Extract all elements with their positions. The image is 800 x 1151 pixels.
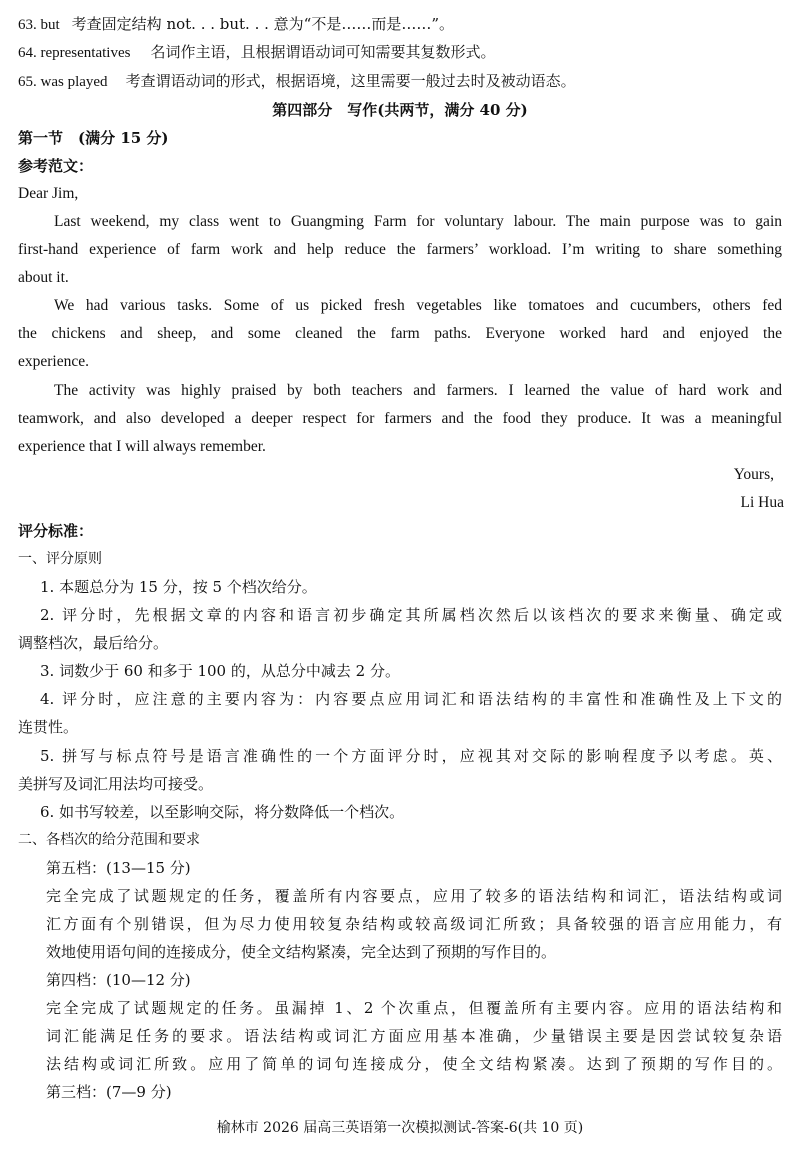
- letter-greeting: Dear Jim,: [18, 185, 79, 202]
- answer-65: [18, 71, 576, 92]
- principle-item: 调整档次，最后给分。: [18, 634, 169, 652]
- answer-63: [18, 14, 454, 35]
- answer-explanation: 考查固定结构 not. . . but. . . 意为“不是……而是……”。: [71, 15, 455, 33]
- letter-line: experience.: [18, 353, 89, 370]
- level-title: 第五档：(13—15 分): [46, 859, 191, 877]
- letter-line: teamwork, and also developed a deeper respect for farmers and the food they produce. It was a meaningful: [18, 410, 782, 427]
- level-text: 汇方面有个别错误，但为尽力使用较复杂结构或较高级词汇所致；具备较强的语言应用能力，有: [46, 915, 782, 933]
- levels-heading: 二、各档次的给分范围和要求: [18, 832, 200, 848]
- principle-item: 1. 本题总分为 15 分，按 5 个档次给分。: [40, 578, 317, 596]
- level-text: 法结构或词汇所致。应用了简单的词句连接成分，使全文结构紧凑。达到了预期的写作目的。: [46, 1055, 782, 1073]
- answer-number: 65. was played: [18, 74, 108, 90]
- letter-line: The activity was highly praised by both teachers and farmers. I learned the value of hard work and: [54, 382, 782, 399]
- letter-line: the chickens and sheep, and some cleaned the farm paths. Everyone worked hard and enjoyed the: [18, 325, 782, 342]
- level-title: 第三档：(7—9 分): [46, 1083, 172, 1101]
- letter-line: Last weekend, my class went to Guangming Farm for voluntary labour. The main purpose was to gain: [54, 213, 782, 230]
- letter-line: about it.: [18, 269, 69, 286]
- letter-closing: Yours,: [733, 466, 774, 483]
- letter-signature: Li Hua: [740, 494, 784, 511]
- answer-number: 64. representatives: [18, 45, 131, 61]
- page-footer: 榆林市 2026 届高三英语第一次模拟测试-答案-6(共 10 页): [216, 1120, 584, 1136]
- principle-item: 2. 评分时，先根据文章的内容和语言初步确定其所属档次然后以该档次的要求来衡量、确定或: [40, 606, 782, 624]
- principle-item: 4. 评分时，应注意的主要内容为：内容要点应用词汇和语法结构的丰富性和准确性及上下文的: [40, 690, 782, 708]
- level-text: 完全完成了试题规定的任务，覆盖所有内容要点，应用了较多的语法结构和词汇，语法结构或词: [46, 887, 782, 905]
- answer-64: [18, 42, 495, 63]
- level-text: 完全完成了试题规定的任务。虽漏掉 1、2 个次重点，但覆盖所有主要内容。应用的语法结构和: [46, 999, 782, 1017]
- answer-explanation: 名词作主语，且根据谓语动词可知需要其复数形式。: [150, 43, 496, 61]
- answer-number: 63. but: [18, 17, 60, 33]
- criteria-label: 评分标准：: [18, 522, 94, 540]
- part-title: 第四部分 写作(共两节，满分 40 分): [272, 101, 528, 119]
- answer-explanation: 考查谓语动词的形式，根据语境，这里需要一般过去时及被动语态。: [125, 72, 576, 90]
- letter-line: first-hand experience of farm work and help reduce the farmers’ workload. I’m writing to share something: [18, 241, 782, 258]
- principle-item: 5. 拼写与标点符号是语言准确性的一个方面评分时，应视其对交际的影响程度予以考虑。英、: [40, 747, 782, 765]
- principle-item: 3. 词数少于 60 和多于 100 的，从总分中减去 2 分。: [40, 662, 400, 680]
- letter-line: experience that I will always remember.: [18, 438, 266, 455]
- level-title: 第四档：(10—12 分): [46, 971, 191, 989]
- sample-label: 参考范文：: [18, 157, 94, 175]
- level-text: 词汇能满足任务的要求。语法结构或词汇方面应用基本准确，少量错误主要是因尝试较复杂语: [46, 1027, 782, 1045]
- principle-item: 美拼写及词汇用法均可接受。: [18, 775, 214, 793]
- letter-line: We had various tasks. Some of us picked fresh vegetables like tomatoes and cucumbers, others fed: [54, 297, 782, 314]
- section-title: 第一节 (满分 15 分): [18, 129, 169, 147]
- principle-item: 6. 如书写较差，以至影响交际，将分数降低一个档次。: [40, 803, 405, 821]
- principle-item: 连贯性。: [18, 718, 79, 736]
- level-text: 效地使用语句间的连接成分，使全文结构紧凑，完全达到了预期的写作目的。: [46, 943, 557, 961]
- principles-heading: 一、评分原则: [18, 551, 102, 567]
